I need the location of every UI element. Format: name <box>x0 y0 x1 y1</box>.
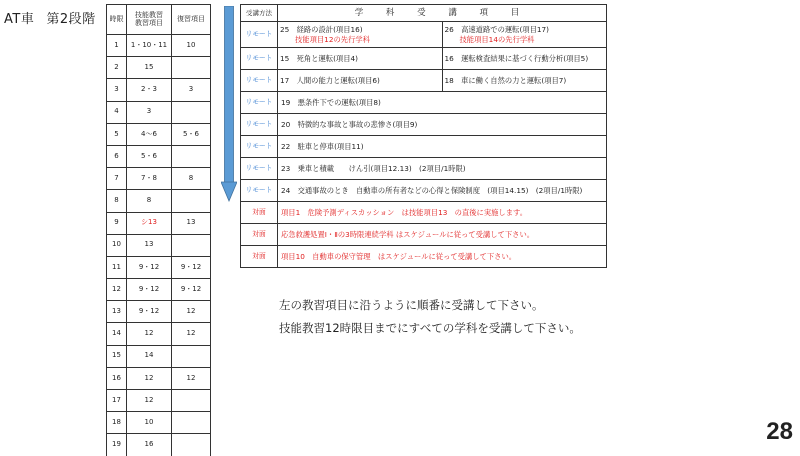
item-cell: 4～6 <box>127 123 172 145</box>
instructions <box>279 294 581 340</box>
schedule-row <box>107 367 211 389</box>
item-cell: 12 <box>127 367 172 389</box>
col-header-course: 学 科 受 講 項 目 <box>278 5 607 22</box>
period-cell: 15 <box>107 345 127 367</box>
schedule-row <box>107 123 211 145</box>
review-cell <box>172 101 211 123</box>
course-row <box>241 158 607 180</box>
review-cell: 12 <box>172 367 211 389</box>
item-cell: 9・12 <box>127 301 172 323</box>
period-cell: 5 <box>107 123 127 145</box>
period-cell: 4 <box>107 101 127 123</box>
item-cell: 2・3 <box>127 79 172 101</box>
item-cell: 9・12 <box>127 279 172 301</box>
schedule-row <box>107 234 211 256</box>
schedule-row <box>107 345 211 367</box>
course-title: 26 高速道路での運転(項目17) <box>444 25 550 35</box>
course-row <box>241 136 607 158</box>
item-cell: 3 <box>127 101 172 123</box>
col-header-review: 復習項目 <box>172 5 211 35</box>
course-cell: 24 交通事故のとき 自動車の所有者などの心得と保険制度 (項目14.15) (2項目/1時限) <box>278 180 607 202</box>
course-row <box>241 48 607 70</box>
instruction-line: 左の教習項目に沿うように順番に受講して下さい。 <box>279 298 544 312</box>
review-cell <box>172 234 211 256</box>
schedule-row <box>107 301 211 323</box>
review-cell <box>172 345 211 367</box>
item-cell: 5・6 <box>127 145 172 167</box>
course-cell: 23 乗車と積載 けん引(項目12.13) (2項目/1時限) <box>278 158 607 180</box>
course-cell <box>278 22 443 48</box>
schedule-row <box>107 101 211 123</box>
method-cell: リモート <box>241 158 278 180</box>
schedule-row <box>107 57 211 79</box>
onsite-note: 応急救護処置Ⅰ・Ⅱの3時限連続学科 はスケジュールに従って受講して下さい。 <box>278 224 607 246</box>
item-cell: 1・10・11 <box>127 35 172 57</box>
item-cell: 10 <box>127 412 172 434</box>
period-cell: 19 <box>107 434 127 456</box>
onsite-note: 項目1 危険予測ディスカッション は技能項目13 の直後に実施します。 <box>278 202 607 224</box>
item-cell: 14 <box>127 345 172 367</box>
period-cell: 17 <box>107 390 127 412</box>
method-cell: リモート <box>241 70 278 92</box>
course-row <box>241 180 607 202</box>
item-cell: 9・12 <box>127 256 172 278</box>
col-header-period: 時限 <box>107 5 127 35</box>
period-cell: 6 <box>107 145 127 167</box>
method-cell: 対面 <box>241 246 278 268</box>
method-cell: リモート <box>241 22 278 48</box>
item-cell: 15 <box>127 57 172 79</box>
course-cell: 15 死角と運転(項目4) <box>278 48 443 70</box>
course-row <box>241 114 607 136</box>
review-cell: 12 <box>172 323 211 345</box>
period-cell: 9 <box>107 212 127 234</box>
period-cell: 13 <box>107 301 127 323</box>
period-cell: 18 <box>107 412 127 434</box>
review-cell: 9・12 <box>172 256 211 278</box>
course-cell <box>442 22 607 48</box>
review-cell: 9・12 <box>172 279 211 301</box>
onsite-row <box>241 246 607 268</box>
review-cell <box>172 412 211 434</box>
course-cell: 20 特徴的な事故と事故の悲惨さ(項目9) <box>278 114 607 136</box>
onsite-row <box>241 202 607 224</box>
onsite-row <box>241 224 607 246</box>
schedule-row <box>107 35 211 57</box>
stage-label: 第2段階 <box>46 12 96 27</box>
course-cell: 17 人間の能力と運転(項目6) <box>278 70 443 92</box>
method-cell: リモート <box>241 114 278 136</box>
course-row <box>241 70 607 92</box>
slide-title <box>4 8 108 27</box>
down-arrow-icon <box>221 6 237 202</box>
review-cell: 3 <box>172 79 211 101</box>
review-cell: 5・6 <box>172 123 211 145</box>
item-cell: 8 <box>127 190 172 212</box>
period-cell: 3 <box>107 79 127 101</box>
schedule-row <box>107 168 211 190</box>
item-cell: 12 <box>127 390 172 412</box>
method-cell: リモート <box>241 180 278 202</box>
schedule-table <box>106 4 211 456</box>
course-cell: 19 悪条件下での運転(項目8) <box>278 92 607 114</box>
period-cell: 16 <box>107 367 127 389</box>
review-cell <box>172 145 211 167</box>
item-cell: 7・8 <box>127 168 172 190</box>
period-cell: 2 <box>107 57 127 79</box>
vehicle-type: AT車 <box>4 12 35 27</box>
schedule-row <box>107 412 211 434</box>
method-cell: リモート <box>241 136 278 158</box>
col-header-item: 技能教習 教習項目 <box>127 5 172 35</box>
course-title: 25 経路の設計(項目16) <box>280 25 363 35</box>
period-cell: 10 <box>107 234 127 256</box>
period-cell: 7 <box>107 168 127 190</box>
schedule-row <box>107 390 211 412</box>
review-cell: 13 <box>172 212 211 234</box>
review-cell: 8 <box>172 168 211 190</box>
review-cell <box>172 190 211 212</box>
col-header-method: 受講方法 <box>241 5 278 22</box>
courses-table <box>240 4 607 268</box>
item-cell: シ13 <box>127 212 172 234</box>
schedule-row <box>107 79 211 101</box>
schedule-row <box>107 256 211 278</box>
item-cell: 12 <box>127 323 172 345</box>
courses-header-row <box>241 5 607 22</box>
schedule-row <box>107 212 211 234</box>
course-cell: 18 車に働く自然の力と運転(項目7) <box>442 70 607 92</box>
schedule-row <box>107 279 211 301</box>
method-cell: リモート <box>241 92 278 114</box>
item-cell: 13 <box>127 234 172 256</box>
method-cell: リモート <box>241 48 278 70</box>
course-note: 技能項目12の先行学科 <box>295 34 370 44</box>
period-cell: 1 <box>107 35 127 57</box>
item-cell: 16 <box>127 434 172 456</box>
period-cell: 14 <box>107 323 127 345</box>
instruction-line: 技能教習12時限目までにすべての学科を受講して下さい。 <box>279 321 581 335</box>
review-cell <box>172 434 211 456</box>
review-cell <box>172 390 211 412</box>
course-cell: 16 運転検査結果に基づく行動分析(項目5) <box>442 48 607 70</box>
course-note: 技能項目14の先行学科 <box>459 34 535 44</box>
course-cell: 22 駐車と停車(項目11) <box>278 136 607 158</box>
period-cell: 8 <box>107 190 127 212</box>
course-row <box>241 22 607 48</box>
schedule-header-row <box>107 5 211 35</box>
method-cell: 対面 <box>241 224 278 246</box>
schedule-row <box>107 323 211 345</box>
review-cell <box>172 57 211 79</box>
schedule-row <box>107 190 211 212</box>
schedule-row <box>107 434 211 456</box>
method-cell: 対面 <box>241 202 278 224</box>
period-cell: 11 <box>107 256 127 278</box>
period-cell: 12 <box>107 279 127 301</box>
schedule-row <box>107 145 211 167</box>
review-cell: 12 <box>172 301 211 323</box>
course-row <box>241 92 607 114</box>
review-cell: 10 <box>172 35 211 57</box>
page-number: 28 <box>766 418 793 445</box>
onsite-note: 項目10 自動車の保守管理 はスケジュールに従って受講して下さい。 <box>278 246 607 268</box>
